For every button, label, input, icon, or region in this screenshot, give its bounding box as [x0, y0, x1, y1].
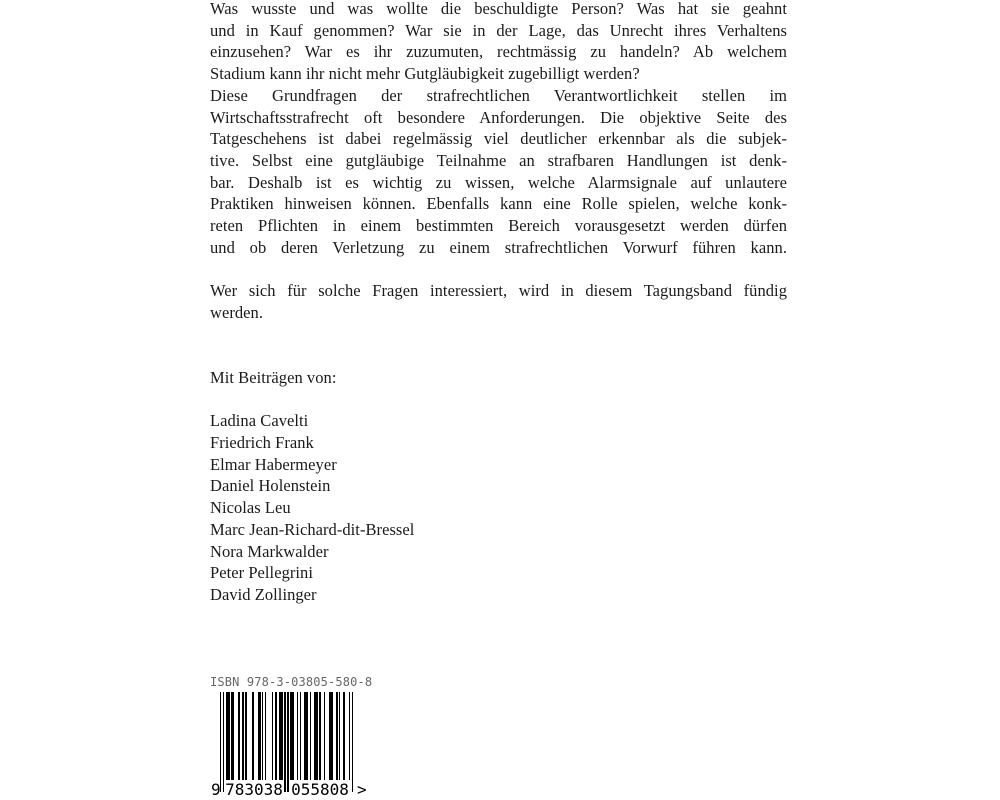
barcode-bar [336, 692, 337, 782]
body-text-line: einzusehen? War es ihr zuzumuten, rechtmässig zu handeln? Ab welchem [210, 42, 787, 62]
body-text-line: tive. Selbst eine gutgläubige Teilnahme an strafbaren Handlungen ist denk- [210, 150, 787, 170]
barcode-bar [259, 692, 260, 782]
barcode-bar [233, 692, 234, 782]
contributor-name: Nora Markwalder [210, 541, 329, 561]
barcode-digit-lead: 9 [211, 780, 221, 799]
barcode-bar [319, 692, 320, 782]
contributor-name: Friedrich Frank [210, 433, 314, 453]
vertical-spacer [210, 324, 787, 367]
isbn-barcode [210, 675, 390, 800]
barcode-bars [220, 692, 353, 793]
body-text-line: Wirtschaftsstrafrecht oft besondere Anforderungen. Die objektive Seite des [210, 107, 787, 127]
body-text-line: Wer sich für solche Fragen interessiert, wird in diesem Tagungsband fündig [210, 281, 787, 301]
barcode-bar [228, 692, 229, 782]
vertical-spacer [210, 389, 787, 411]
contributor-name: Marc Jean-Richard-dit-Bressel [210, 519, 415, 539]
barcode-bar [276, 692, 277, 782]
barcode-bar [300, 692, 301, 782]
barcode-bar [245, 692, 246, 782]
barcode-bar [220, 692, 221, 792]
barcode-bar [272, 692, 273, 782]
barcode-bar [223, 692, 224, 792]
barcode-bar [284, 692, 285, 792]
body-text-line: Praktiken hinweisen können. Ebenfalls kann eine Rolle spielen, welche konk- [210, 194, 787, 214]
barcode-digit-group2: 055808 [291, 780, 349, 799]
body-text-line: und in Kauf genommen? War sie in der Lage, das Unrecht ihres Verhaltens [210, 20, 787, 40]
contributor-name: Nicolas Leu [210, 498, 291, 518]
cover-text-column [210, 0, 787, 606]
body-text-line: werden. [210, 302, 264, 322]
barcode-digit-group1: 783038 [225, 780, 283, 799]
body-text-line: Mit Beiträgen von: [210, 367, 337, 387]
barcode-bar [343, 692, 344, 782]
contributor-name: Peter Pellegrini [210, 563, 313, 583]
barcode-bar [282, 692, 283, 782]
barcode-bar [265, 692, 266, 782]
barcode-bar [349, 692, 350, 792]
barcode-bar [252, 692, 253, 782]
contributor-name: David Zollinger [210, 584, 317, 604]
barcode-bar [262, 692, 263, 782]
barcode-bar [324, 692, 325, 782]
barcode-bar [242, 692, 243, 782]
barcode-bar [317, 692, 318, 782]
barcode-bar [339, 692, 340, 782]
body-text-line: Diese Grundfragen der strafrechtlichen Verantwortlichkeit stellen im [210, 85, 787, 105]
body-text-line: Was wusste und was wollte die beschuldigte Person? Was hat sie geahnt [210, 0, 787, 18]
barcode-bar [293, 692, 294, 782]
barcode-digits [210, 779, 390, 800]
barcode-bar [238, 692, 239, 782]
body-text-line: Tatgeschehens ist dabei regelmässig viel deutlicher erkennbar als die subjek- [210, 129, 787, 149]
barcode-bar [352, 692, 353, 792]
barcode-bar [307, 692, 308, 782]
barcode-bar [287, 692, 288, 792]
body-text-line: bar. Deshalb ist es wichtig zu wissen, welche Alarmsignale auf unlautere [210, 172, 787, 192]
barcode-bar [297, 692, 298, 782]
body-text-line: Stadium kann ihr nicht mehr Gutgläubigkeit zugebilligt werden? [210, 64, 640, 84]
contributor-name: Daniel Holenstein [210, 476, 331, 496]
barcode-bar [310, 692, 311, 782]
contributor-name: Elmar Habermeyer [210, 454, 337, 474]
body-text-line: und ob deren Verletzung zu einem strafrechtlichen Vorwurf führen kann. [210, 237, 787, 257]
body-text-line: reten Pflichten in einem bestimmten Bereich vorausgesetzt werden dürfen [210, 216, 787, 236]
barcode-bar [332, 692, 333, 782]
barcode-quiet-zone-mark: > [357, 780, 367, 799]
isbn-label: ISBN 978-3-03805-580-8 [210, 675, 373, 689]
contributor-name: Ladina Cavelti [210, 411, 309, 431]
vertical-spacer [210, 258, 787, 280]
